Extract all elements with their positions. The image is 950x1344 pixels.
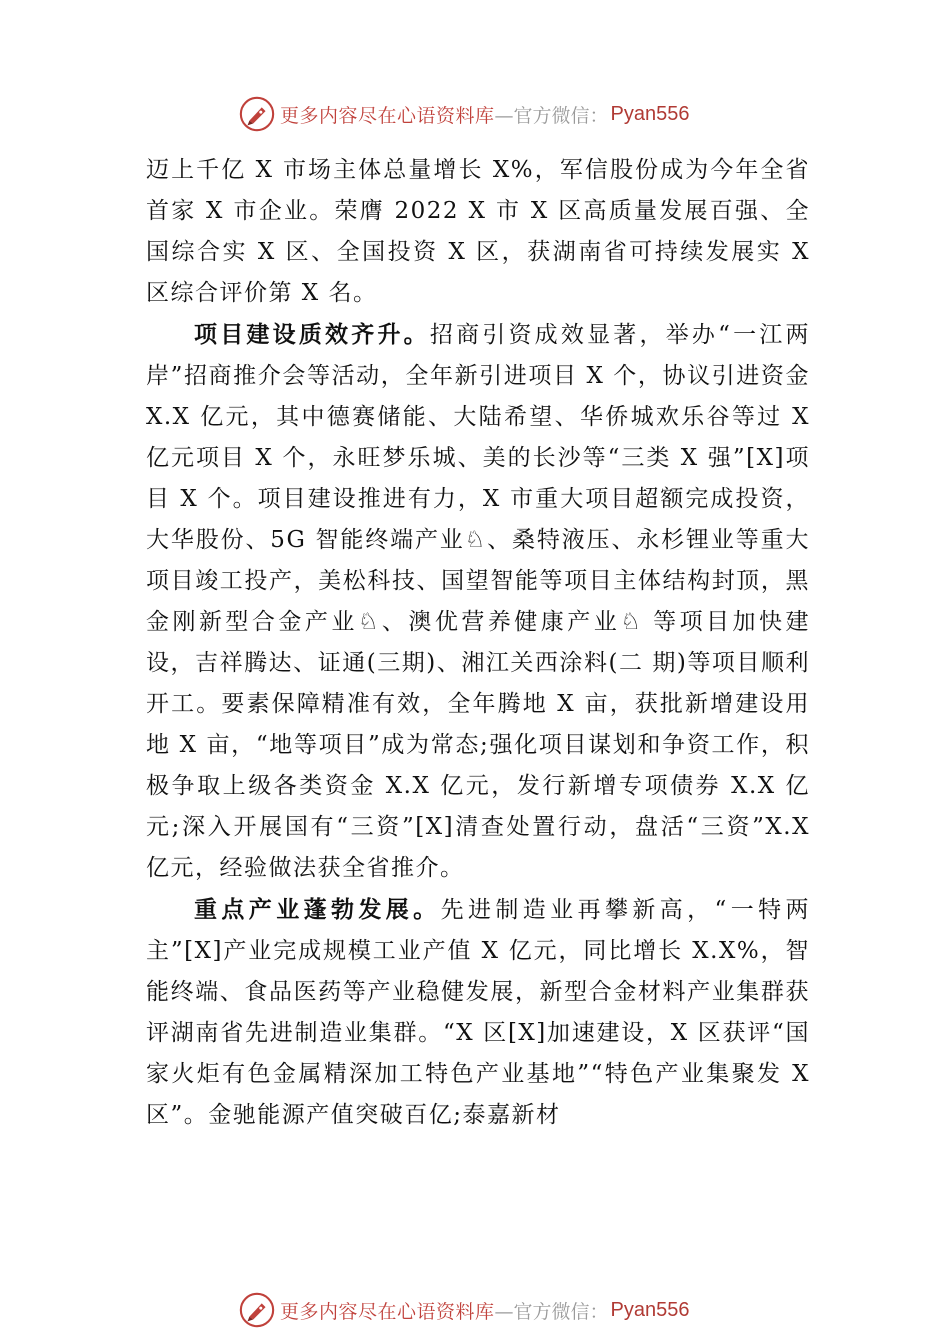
watermark-footer — [238, 1290, 758, 1330]
pen-nib-logo-icon — [238, 1291, 276, 1329]
document-body — [146, 150, 810, 1136]
watermark-label: —官方微信： — [494, 1300, 609, 1323]
paragraph-3-text: 先进制造业再攀新高，“一特两主”[X]产业完成规模工业产值 X 亿元，同比增长 X.X%，智能终端、食品医药等产业稳健发展，新型合金材料产业集群获评湖南省先进制造业集群。“X 区[X]加速建设，X 区获评“国家火炬有色金属精深加工特色产业基地”“特色产业集聚发 X 区”。金驰能源产值突破百亿;泰嘉新材 — [146, 897, 810, 1128]
paragraph-2-text: 招商引资成效显著，举办“一江两岸”招商推介会等活动，全年新引进项目 X 个，协议引进资金 X.X 亿元，其中德赛储能、大陆希望、华侨城欢乐谷等过 X 亿元项目 X 个，永旺梦乐城、美的长沙等“三类 X 强”[X]项目 X 个。项目建设推进有力，X 市重大项目超额完成投资，大华股份、5G 智能终端产业♘、桑特液压、永杉锂业等重大项目竣工投产，美松科技、国望智能等项目主体结构封顶，黑金刚新型合金产业♘、澳优营养健康产业♘ 等项目加快建设，吉祥腾达、证通(三期)、湘江关西涂料(二 期)等项目顺利开工。要素保障精准有效，全年腾地 X 亩，获批新增建设用地 X 亩，“地等项目”成为常态;强化项目谋划和争资工作，积极争取上级各类资金 X.X 亿元，发行新增专项债券 X.X 亿元;深入开展国有“三资”[X]清查处置行动，盘活“三资”X.X 亿元，经验做法获全省推介。 — [146, 322, 810, 881]
paragraph-1-text: 迈上千亿 X 市场主体总量增长 X%，军信股份成为今年全省首家 X 市企业。荣膺 2022 X 市 X 区高质量发展百强、全国综合实 X 区、全国投资 X 区，获湖南省可持续发展实 X 区综合评价第 X 名。 — [146, 157, 810, 306]
paragraph-2-heading: 项目建设质效齐升。 — [194, 321, 430, 348]
watermark-title: 更多内容尽在心语资料库 — [280, 1300, 495, 1323]
watermark-label: —官方微信： — [494, 104, 609, 127]
paragraph-2 — [146, 314, 810, 889]
paragraph-3-heading: 重点产业蓬勃发展。 — [194, 896, 441, 923]
paragraph-3 — [146, 889, 810, 1136]
watermark-header — [238, 94, 758, 134]
paragraph-1 — [146, 150, 810, 314]
watermark-title: 更多内容尽在心语资料库 — [280, 104, 495, 127]
watermark-wechat-id: Pyan556 — [610, 1298, 690, 1321]
pen-nib-logo-icon — [238, 95, 276, 133]
watermark-wechat-id: Pyan556 — [610, 102, 690, 125]
